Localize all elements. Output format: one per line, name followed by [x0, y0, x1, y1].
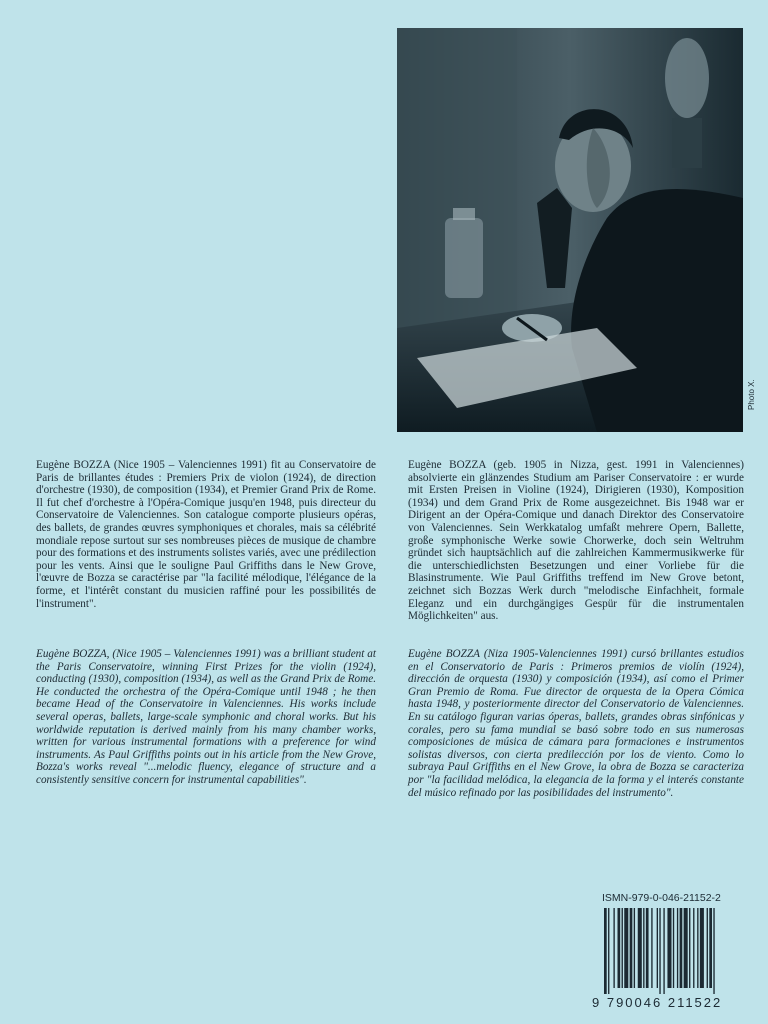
bio-english: Eugène BOZZA, (Nice 1905 – Valenciennes 1991) was a brilliant student at the Paris Conservatoire, winning First Prizes for the violin (1924), conducting (1930), composition (1934), as well as the Grand Prix de Rome. He conducted the orchestra of the Opéra-Comique until 1948 ; he then became Head of the Conservatoire in Valenciennes. His works include several operas, ballets, large-scale symphonic and choral works. But his worldwide reputation is derived mainly from his many chamber works, written for various instrumental formations with a preference for wind instruments. As Paul Griffiths points out in his article from the New Grove, Bozza's works reveal "...melodic fluency, elegance of structure and a consistently sensitive concern for instrumental capabilities". — [36, 648, 376, 786]
composer-photo — [397, 28, 743, 432]
bio-spanish: Eugène BOZZA (Niza 1905-Valenciennes 1991) cursó brillantes estudios en el Conservatorio de Paris : Primeros premios de violín (1924), dirección de orquesta (1930) y composición (1934), así como el Primer Gran Premio de Roma. Fue director de orquesta de la Opera Cómica hasta 1948, y posteriormente director del Conservatorio de Valenciennes. En su catálogo figuran varias óperas, ballets, grandes obras sinfónicas y corales, pero su fama mundial se basó sobre todo en sus numerosas composiciones de música de cámara para formaciones e instrumentos solistas diversos, con cierta predilección por los de viento. Como lo subraya Paul Griffiths en el New Grove, la obra de Bozza se caracteriza por "la facilidad melódica, la elegancia de la forma y el interés constante del músico refinado por las posibilidades del instrumento". — [408, 648, 744, 799]
bio-french: Eugène BOZZA (Nice 1905 – Valenciennes 1991) fit au Conservatoire de Paris de brillantes études : Premiers Prix de violon (1924), de direction d'orchestre (1930), de composition (1934), et Premier Grand Prix de Rome. Il fut chef d'orchestre à l'Opéra-Comique jusqu'en 1948, puis directeur du Conservatoire de Valenciennes. Son catalogue comporte plusieurs opéras, des ballets, de grandes œuvres symphoniques et chorales, mais sa célébrité mondiale repose surtout sur ses nombreuses pièces de musique de chambre pour des formations et des instruments solistes variés, avec une prédilection pour les vents. Ainsi que le souligne Paul Griffiths dans le New Grove, l'œuvre de Bozza se caractérise par "la facilité mélodique, l'élégance de la forme, et l'intérêt constant du musicien raffiné pour les possibilités de l'instrument". — [36, 459, 376, 610]
barcode-number: 9 790046 211522 — [592, 995, 723, 1010]
photo-credit: Photo X. — [747, 379, 756, 410]
bio-german: Eugène BOZZA (geb. 1905 in Nizza, gest. 1991 in Valenciennes) absolvierte ein glänzendes Studium am Pariser Conservatoire : er wurde mit Ersten Preisen in Violine (1924), Dirigieren (1930), Komposition (1934) und dem Grand Prix de Rome ausgezeichnet. Bis 1948 war er Dirigent an der Opéra-Comique und danach Direktor des Conservatoire von Valenciennes. Sein Werkkatalog umfaßt mehrere Opern, Ballette, große symphonische Werke sowie Chorwerke, doch sein Weltruhm gründet sich hauptsächlich auf die zahlreichen Kammermusikwerke für die unterschiedlichsten Besetzungen und einer Vorliebe für die Blasinstrumente. Wie Paul Griffiths treffend im New Grove betont, zeichnet sich Bozzas Werk durch "melodische Einfachheit, formale Eleganz und ein durchgängiges Gespür für die instrumentalen Möglichkeiten" aus. — [408, 459, 744, 623]
ismn-label: ISMN-979-0-046-21152-2 — [602, 892, 721, 904]
barcode — [592, 908, 752, 1008]
